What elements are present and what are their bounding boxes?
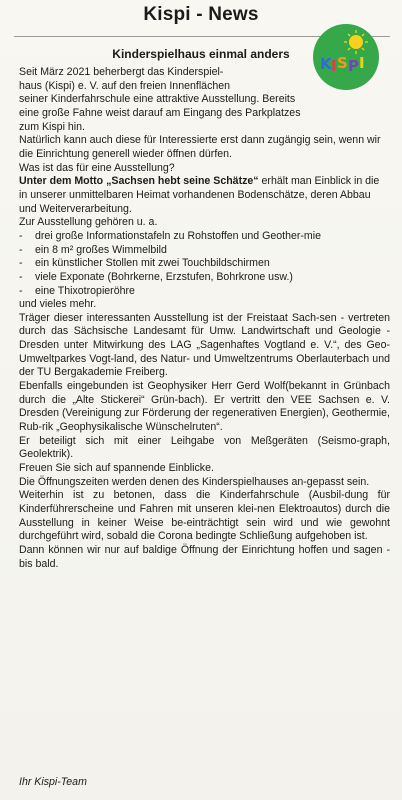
- motto-bold: Unter dem Motto „Sachsen hebt seine Schätze“: [19, 175, 259, 188]
- svg-text:I: I: [331, 57, 337, 75]
- list-item: - viele Exponate (Bohrkerne, Erzstufen, Bohrkrone usw.): [19, 271, 390, 285]
- paragraph-includes: Zur Ausstellung gehören u. a.: [19, 216, 158, 229]
- paragraph-hours: Die Öffnungszeiten werden denen des Kinderspielhauses an-gepasst sein.: [19, 475, 370, 488]
- intro-line-5: zum Kispi hin.: [19, 120, 85, 133]
- exhibit-list: [19, 230, 390, 298]
- list-item: - ein künstlicher Stollen mit zwei Touchbildschirmen: [19, 257, 390, 271]
- paragraph-closing: Dann können wir nur auf baldige Öffnung der Einrichtung hoffen und sagen - bis bald.: [19, 543, 390, 570]
- paragraph-geophysicist: Ebenfalls eingebunden ist Geophysiker Herr Gerd Wolf(bekannt in Grünbach durch die „Alte Stickerei“ Grün-bach). Er vertritt den VEE Sachsen e. V. Dresden (Vereinigung zur Förderung der regenerativen Energien), Geothermie, Rub-rik „Geophysikalische Wünschelruten“.: [19, 380, 390, 434]
- list-item: - drei große Informationstafeln zu Rohstoffen und Geother-mie: [19, 230, 390, 244]
- paragraph-more: und vieles mehr.: [19, 298, 97, 311]
- masthead-title: Kispi - News: [143, 4, 259, 25]
- paragraph-access: Natürlich kann auch diese für Interessierte erst dann zugängig sein, wenn wir die Einrichtung generell wieder öffnen dürfen.: [19, 134, 381, 160]
- article-headline: Kinderspielhaus einmal anders: [112, 47, 290, 61]
- paragraph-enjoy: Freuen Sie sich auf spannende Einblicke.: [19, 462, 214, 475]
- paragraph-motto: [19, 175, 390, 216]
- intro-line-1: Seit März 2021 beherbergt das Kinderspiel-: [19, 66, 224, 78]
- svg-text:S: S: [337, 54, 348, 72]
- svg-text:I: I: [359, 54, 365, 72]
- signature: Ihr Kispi-Team: [19, 776, 87, 788]
- paragraph-question: Was ist das für eine Ausstellung?: [19, 161, 175, 174]
- article-body: [19, 66, 390, 571]
- paragraph-sponsor: Träger dieser interessanten Ausstellung ist der Freistaat Sach-sen - vertreten durch das Sächsische Landesamt für Umw. Landwirtschaft und Geologie - Dresden unter Mitwirkung des LAG „Sagenhaftes Vogtland e. V.“, des Geo-Umweltparkes Vogt-land, des Natur- und Umweltzentrums Oberlauterbach und der TU Bergakademie Freiberg.: [19, 311, 390, 379]
- intro-line-4: eine große Fahne weist darauf am Eingang des Parkplatzes: [19, 106, 301, 119]
- motto-rest: erhält man Einblick in die in unserer unmittelbaren Heimat vorhandenen Bodenschätze, deren Abbau und Weiterverarbeitung.: [19, 175, 380, 215]
- paragraph-intro: [19, 66, 390, 134]
- svg-text:P: P: [348, 57, 359, 75]
- list-item: - ein 8 m² großes Wimmelbild: [19, 244, 390, 258]
- paragraph-loan: Er beteiligt sich mit einer Leihgabe von Meßgeräten (Seismo-graph, Geolektrik).: [19, 434, 390, 461]
- intro-line-3: seiner Kinderfahrschule eine attraktive Ausstellung. Bereits: [19, 93, 296, 106]
- svg-text:K: K: [320, 55, 332, 73]
- paragraph-driving-school: Weiterhin ist zu betonen, dass die Kinderfahrschule (Ausbil-dung für Kinderführerscheine und Fahren mit unseren klei-nen Elektroautos) durch die Ausstellung in keiner Weise be-einträchtigt sein wird und wie gewohnt durchgeführt wird, sobald die Corona bedingte Schließung aufgehoben ist.: [19, 489, 390, 543]
- list-item: - eine Thixotropieröhre: [19, 285, 390, 299]
- intro-line-2: haus (Kispi) e. V. auf den freien Innenflächen: [19, 79, 231, 92]
- logo-sun-icon: [349, 35, 363, 49]
